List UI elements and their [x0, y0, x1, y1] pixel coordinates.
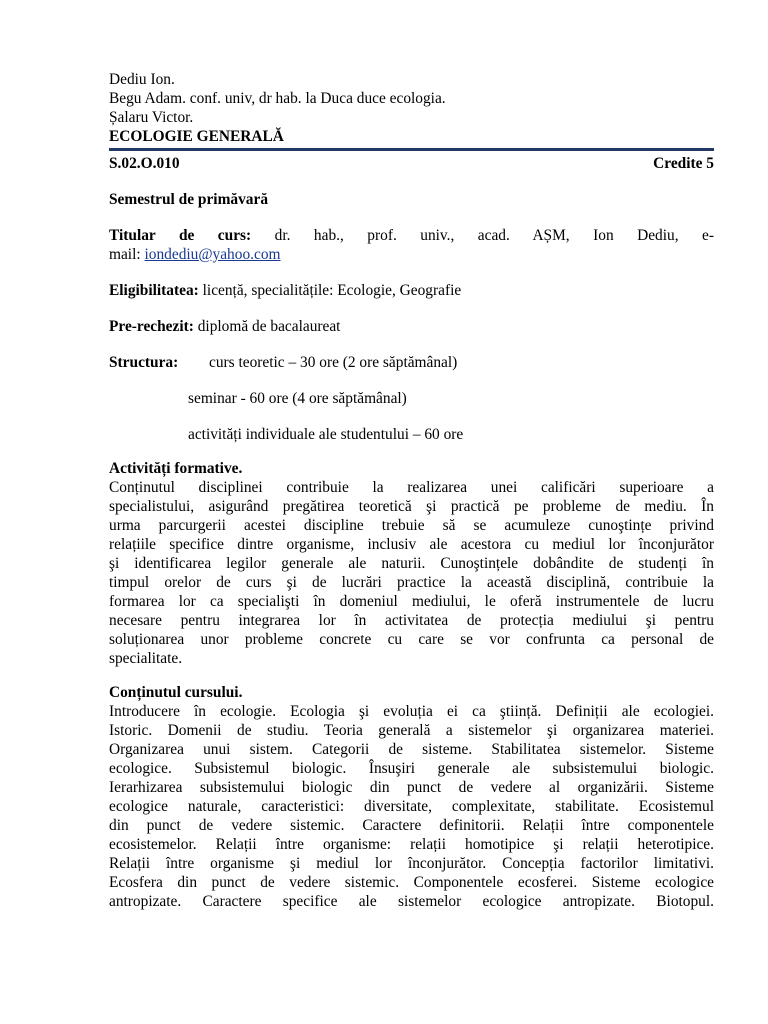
author-line: Dediu Ion. [109, 71, 175, 88]
titular-label: Titular de curs: [109, 227, 252, 244]
paragraph-line: Organizarea unui sistem. Categorii de sisteme. Stabilitatea sistemelor. Sisteme [109, 741, 714, 758]
paragraph-line: ecologice naturale, caracteristici: diversitate, complexitate, stabilitate. Ecosistemul [109, 798, 714, 815]
content-heading: Conținutul cursului. [109, 684, 243, 701]
titular-value: dr. hab., prof. univ., acad. AȘM, Ion Dediu, e- [274, 227, 714, 244]
content-paragraph [109, 702, 714, 911]
titular-block [109, 226, 714, 264]
titular-email-line [109, 245, 714, 264]
structure-item: curs teoretic – 30 ore (2 ore săptămânal) [209, 354, 458, 371]
prerequisite-label: Pre-rechezit: [109, 318, 194, 335]
email-prefix: mail: [109, 246, 141, 263]
eligibility-label: Eligibilitatea: [109, 282, 199, 299]
paragraph-line: Introducere în ecologie. Ecologia şi evoluția ei ca ştiință. Definiții ale ecologiei. [109, 703, 714, 720]
eligibility-value: licență, specialitățile: Ecologie, Geografie [202, 282, 462, 299]
structure-label: Structura: [109, 354, 179, 371]
structure-item: seminar - 60 ore (4 ore săptămânal) [188, 390, 407, 407]
structure-line [109, 353, 714, 372]
course-code: S.02.O.010 [109, 155, 180, 172]
formative-paragraph [109, 478, 714, 668]
eligibility-line [109, 281, 714, 300]
email-link[interactable]: iondediu@yahoo.com [144, 246, 281, 263]
paragraph-line: ecosistemelor. Relații între organisme: relații homotipice şi relații heterotipice. [109, 836, 714, 853]
titular-line [109, 226, 714, 245]
document-page [109, 70, 714, 911]
paragraph-line: Relații între organisme şi mediul lor înconjurător. Concepția factorilor limitativi. [109, 855, 714, 872]
paragraph-line: urma parcurgerii acestei discipline trebuie să se acumuleze cunoştințe privind [109, 517, 714, 534]
prerequisite-line [109, 317, 714, 336]
paragraph-line: din punct de vedere sistemic. Caractere definitorii. Relații între componentele [109, 817, 714, 834]
paragraph-line: şi identificarea legilor generale ale naturii. Cunoştințele dobândite de studenți în [109, 555, 714, 572]
paragraph-line: timpul orelor de curs şi de lucrări practice la această disciplină, contribuie la [109, 574, 714, 591]
paragraph-line: Ierarhizarea subsistemului biologic din punct de vedere al organizării. Sisteme [109, 779, 714, 796]
semester: Semestrul de primăvară [109, 191, 269, 208]
paragraph-line: relațiile specifice dintre organisme, inclusiv ale acestora cu mediul lor înconjurător [109, 536, 714, 553]
paragraph-line: Ecosfera din punct de vedere sistemic. Componentele ecosferei. Sisteme ecologice [109, 874, 714, 891]
course-credits: Credite 5 [653, 155, 714, 172]
author-line: Begu Adam. conf. univ, dr hab. la Duca duce ecologia. [109, 90, 446, 107]
paragraph-line: ecologice. Subsistemul biologic. Însuşiri generale ale subsistemului biologic. [109, 760, 714, 777]
paragraph-line: Istoric. Domenii de studiu. Teoria generală a sistemelor şi organizarea materiei. [109, 722, 714, 739]
formative-heading: Activități formative. [109, 460, 243, 477]
document-title: ECOLOGIE GENERALĂ [109, 128, 284, 145]
prerequisite-value: diplomă de bacalaureat [197, 318, 341, 335]
paragraph-line: soluționarea unor probleme concrete cu care se vor confrunta ca personal de [109, 631, 714, 648]
paragraph-line: specialistului, asigurând pregătirea teoretică şi practică pe probleme de mediu. În [109, 498, 714, 515]
paragraph-line: specialitate. [109, 650, 183, 667]
title-divider [109, 148, 714, 151]
paragraph-line: Conținutul disciplinei contribuie la realizarea unei calificări superioare a [109, 479, 714, 496]
structure-item: activități individuale ale studentului – 60 ore [188, 426, 464, 443]
paragraph-line: antropizate. Caractere specifice ale sistemelor ecologice antropizate. Biotopul. [109, 893, 714, 910]
author-line: Șalaru Victor. [109, 109, 194, 126]
paragraph-line: formarea lor ca specialişti în domeniul mediului, le oferă instrumentele de lucru [109, 593, 714, 610]
paragraph-line: necesare pentru integrarea lor în activitatea de protecția mediului şi pentru [109, 612, 714, 629]
code-credits-row [109, 154, 714, 173]
